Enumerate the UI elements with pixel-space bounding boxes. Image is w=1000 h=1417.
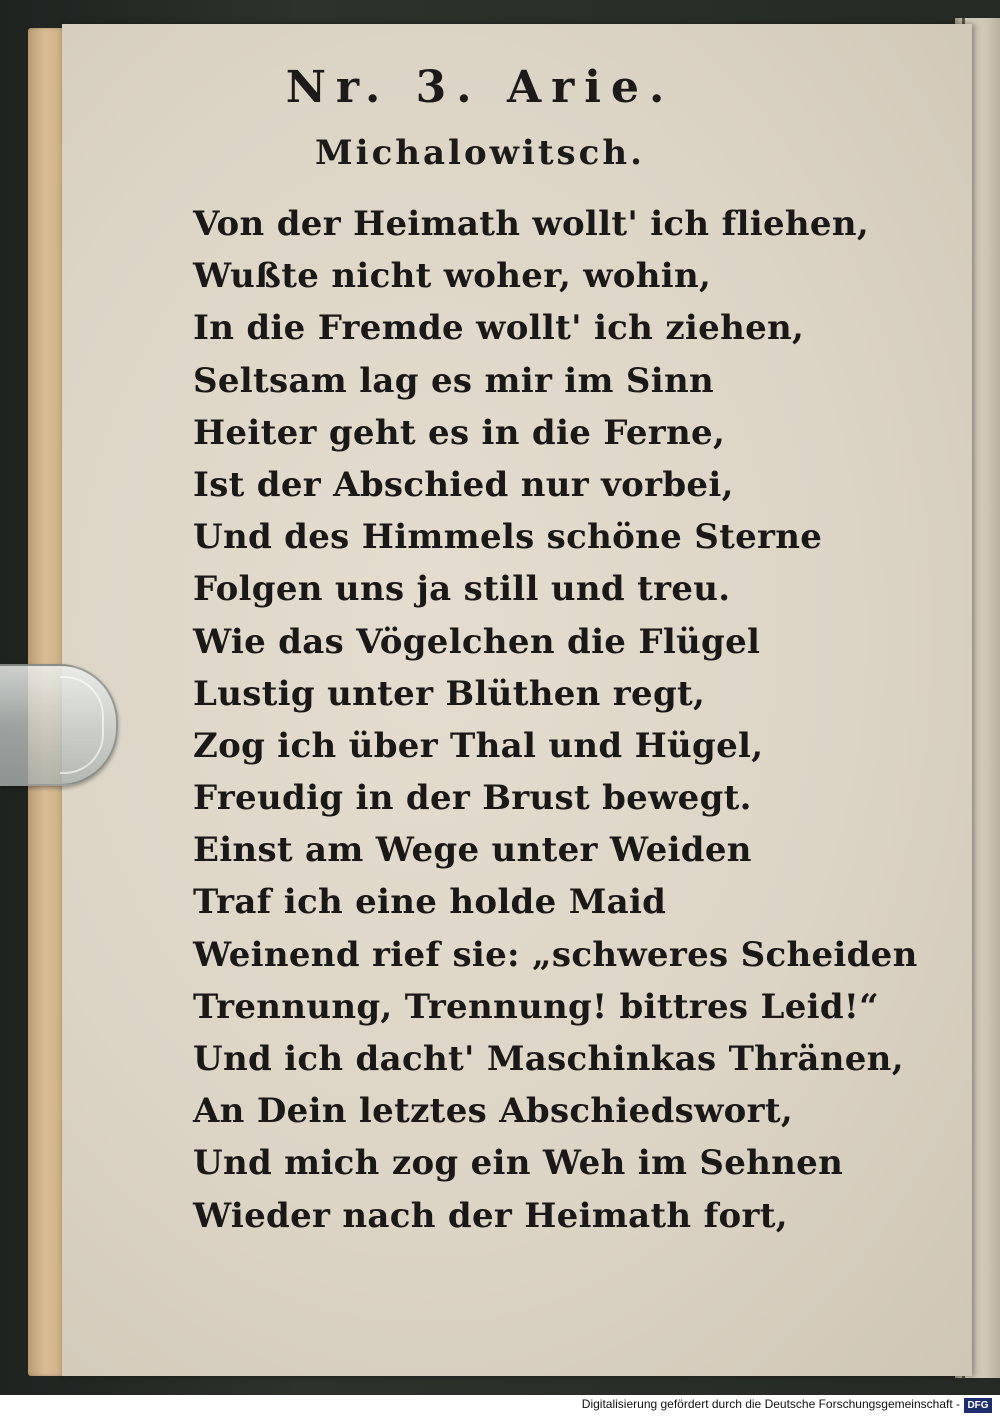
verse-line: Wie das Vögelchen die Flügel — [193, 621, 761, 662]
verse-line: Einst am Wege unter Weiden — [193, 830, 752, 871]
verse-line: Und ich dacht' Maschinkas Thränen, — [193, 1039, 904, 1079]
verse-line: In die Fremde wollt' ich ziehen, — [193, 308, 805, 349]
verse-line: Folgen uns ja still und treu. — [193, 569, 731, 610]
verse-line: Und mich zog ein Weh im Sehnen — [193, 1143, 844, 1184]
verse-line: Trennung, Trennung! bittres Leid!“ — [193, 986, 880, 1027]
verse-line: Lustig unter Blüthen regt, — [193, 673, 706, 714]
verse-line: Wußte nicht woher, wohin, — [193, 256, 712, 297]
verse-line: Von der Heimath wollt' ich fliehen, — [193, 204, 869, 244]
verse-line: Ist der Abschied nur vorbei, — [193, 464, 734, 505]
verse-line: Heiter geht es in die Ferne, — [193, 412, 726, 453]
verse-line: Seltsam lag es mir im Sinn — [193, 360, 715, 401]
funding-notice: Digitalisierung gefördert durch die Deutsche Forschungsgemeinschaft - — [581, 1397, 960, 1411]
footer-bar — [0, 1395, 1000, 1417]
verse-line: Traf ich eine holde Maid — [193, 882, 667, 923]
verse-line: Zog ich über Thal und Hügel, — [193, 725, 764, 766]
dfg-logo: DFG — [964, 1398, 992, 1413]
page-subheading: Michalowitsch. — [315, 133, 645, 173]
page-heading: Nr. 3. Arie. — [285, 62, 675, 113]
verse-list — [193, 198, 918, 1242]
verse-line: Und des Himmels schöne Sterne — [193, 517, 823, 558]
verse-line: Freudig in der Brust bewegt. — [193, 778, 752, 819]
verse-line: Wieder nach der Heimath fort, — [193, 1195, 788, 1236]
verse-line: Weinend rief sie: „schweres Scheiden — [193, 934, 918, 975]
verse-line: An Dein letztes Abschiedswort, — [193, 1091, 793, 1132]
